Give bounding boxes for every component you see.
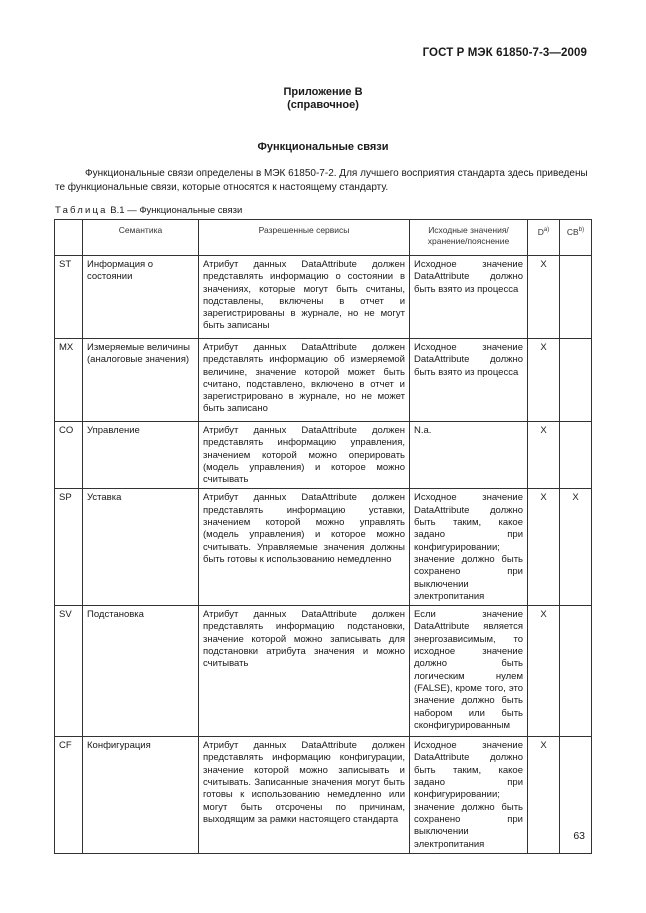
cell-code: SV [55,606,83,737]
cell-services: Атрибут данных DataAttribute должен представлять информацию об измеряемой величине, значение которой может быть считано, подставлено, включено в отчет и зарегистрировано в журнале, но не может быть записано [199,339,410,422]
cell-cb: X [560,489,592,606]
table-row [55,256,592,339]
cell-cb [560,339,592,422]
cell-semantics: Измеряемые величины (аналоговые значения) [83,339,199,422]
cell-cb [560,422,592,489]
section-title: Функциональные связи [257,141,389,153]
cell-code: MX [55,339,83,422]
cell-services: Атрибут данных DataAttribute должен представлять информацию конфигурации, значение которой можно записывать и считывать. Записанные значения могут быть готовы к использованию немедленно или могут быть отсрочены по причинам, выходящим за рамки настоящего стандарта [199,737,410,854]
header-semantics: Семантика [83,220,199,256]
cell-source: N.a. [410,422,528,489]
intro-line-1: Функциональные связи определены в МЭК 61850-7-2. Для лучшего восприятия стандарта здесь приведены [85,168,588,179]
table-row [55,737,592,854]
functional-constraints-table [54,219,592,854]
cell-cb [560,256,592,339]
appendix-heading [0,86,646,112]
cell-cb [560,606,592,737]
table-row [55,606,592,737]
cell-semantics: Уставка [83,489,199,606]
cell-source: Исходное значение DataAttribute должно быть взято из процесса [410,339,528,422]
cell-source: Исходное значение DataAttribute должно быть взято из процесса [410,256,528,339]
cell-code: SP [55,489,83,606]
header-dc-footnote: а) [543,227,550,233]
table-row [55,422,592,489]
cell-semantics: Подстановка [83,606,199,737]
cell-source: Исходное значение DataAttribute должно быть таким, какое задано при конфигурировании; значение должно быть сохранено при выключении электропитания [410,737,528,854]
cell-dc: X [528,489,560,606]
header-services: Разрешенные сервисы [199,220,410,256]
appendix-subtitle: (справочное) [287,99,359,111]
header-code [55,220,83,256]
header-cb [560,220,592,256]
cell-dc: X [528,606,560,737]
cell-dc: X [528,339,560,422]
cell-services: Атрибут данных DataAttribute должен представлять информацию управления, значением которой можно оперировать (модель управления) и которое можно считывать [199,422,410,489]
cell-source: Исходное значение DataAttribute должно быть таким, какое задано при конфигурировании; значение должно быть сохранено при выключении электропитания [410,489,528,606]
intro-line-2: те функциональные связи, которые относятся к настоящему стандарту. [55,182,389,193]
cell-code: ST [55,256,83,339]
header-cb-label: CB [566,226,579,237]
header-dc-label: D [537,226,544,237]
table-caption-rest: В.1 — Функциональные связи [107,205,243,216]
table-row [55,339,592,422]
appendix-title: Приложение В [283,86,363,98]
cell-source: Если значение DataAttribute является энергозависимым, то исходное значение должно быть логическим нулем (FALSE), кроме того, это значение должно быть набором или быть сконфигурированным [410,606,528,737]
header-dc [528,220,560,256]
header-cb-footnote: b) [578,227,585,233]
cell-semantics: Конфигурация [83,737,199,854]
cell-semantics: Информация о состоянии [83,256,199,339]
cell-semantics: Управление [83,422,199,489]
table-caption [55,205,242,216]
cell-dc: X [528,256,560,339]
intro-paragraph [55,167,590,195]
cell-code: CO [55,422,83,489]
cell-dc: X [528,737,560,854]
page-header-standard-id: ГОСТ Р МЭК 61850-7-3—2009 [422,47,587,59]
cell-code: CF [55,737,83,854]
table-caption-prefix: Таблица [55,205,108,216]
cell-services: Атрибут данных DataAttribute должен представлять информацию подстановки, значение которой можно записывать для подстановки атрибута значения и можно считывать [199,606,410,737]
cell-dc: X [528,422,560,489]
cell-services: Атрибут данных DataAttribute должен представлять информацию уставки, значением которой можно управлять (модель управления) и которое можно считывать. Управляемые значения должны быть готовы к использованию немедленно [199,489,410,606]
header-source: Исходные значения/ хранение/пояснение [410,220,528,256]
cell-services: Атрибут данных DataAttribute должен представлять информацию о состоянии в значениях, которые могут быть считаны, подставлены, включены в отчет и зарегистрированы в журнале, но не могут быть записаны [199,256,410,339]
table-header-row [55,220,592,256]
page-number: 63 [573,830,585,842]
table-row [55,489,592,606]
